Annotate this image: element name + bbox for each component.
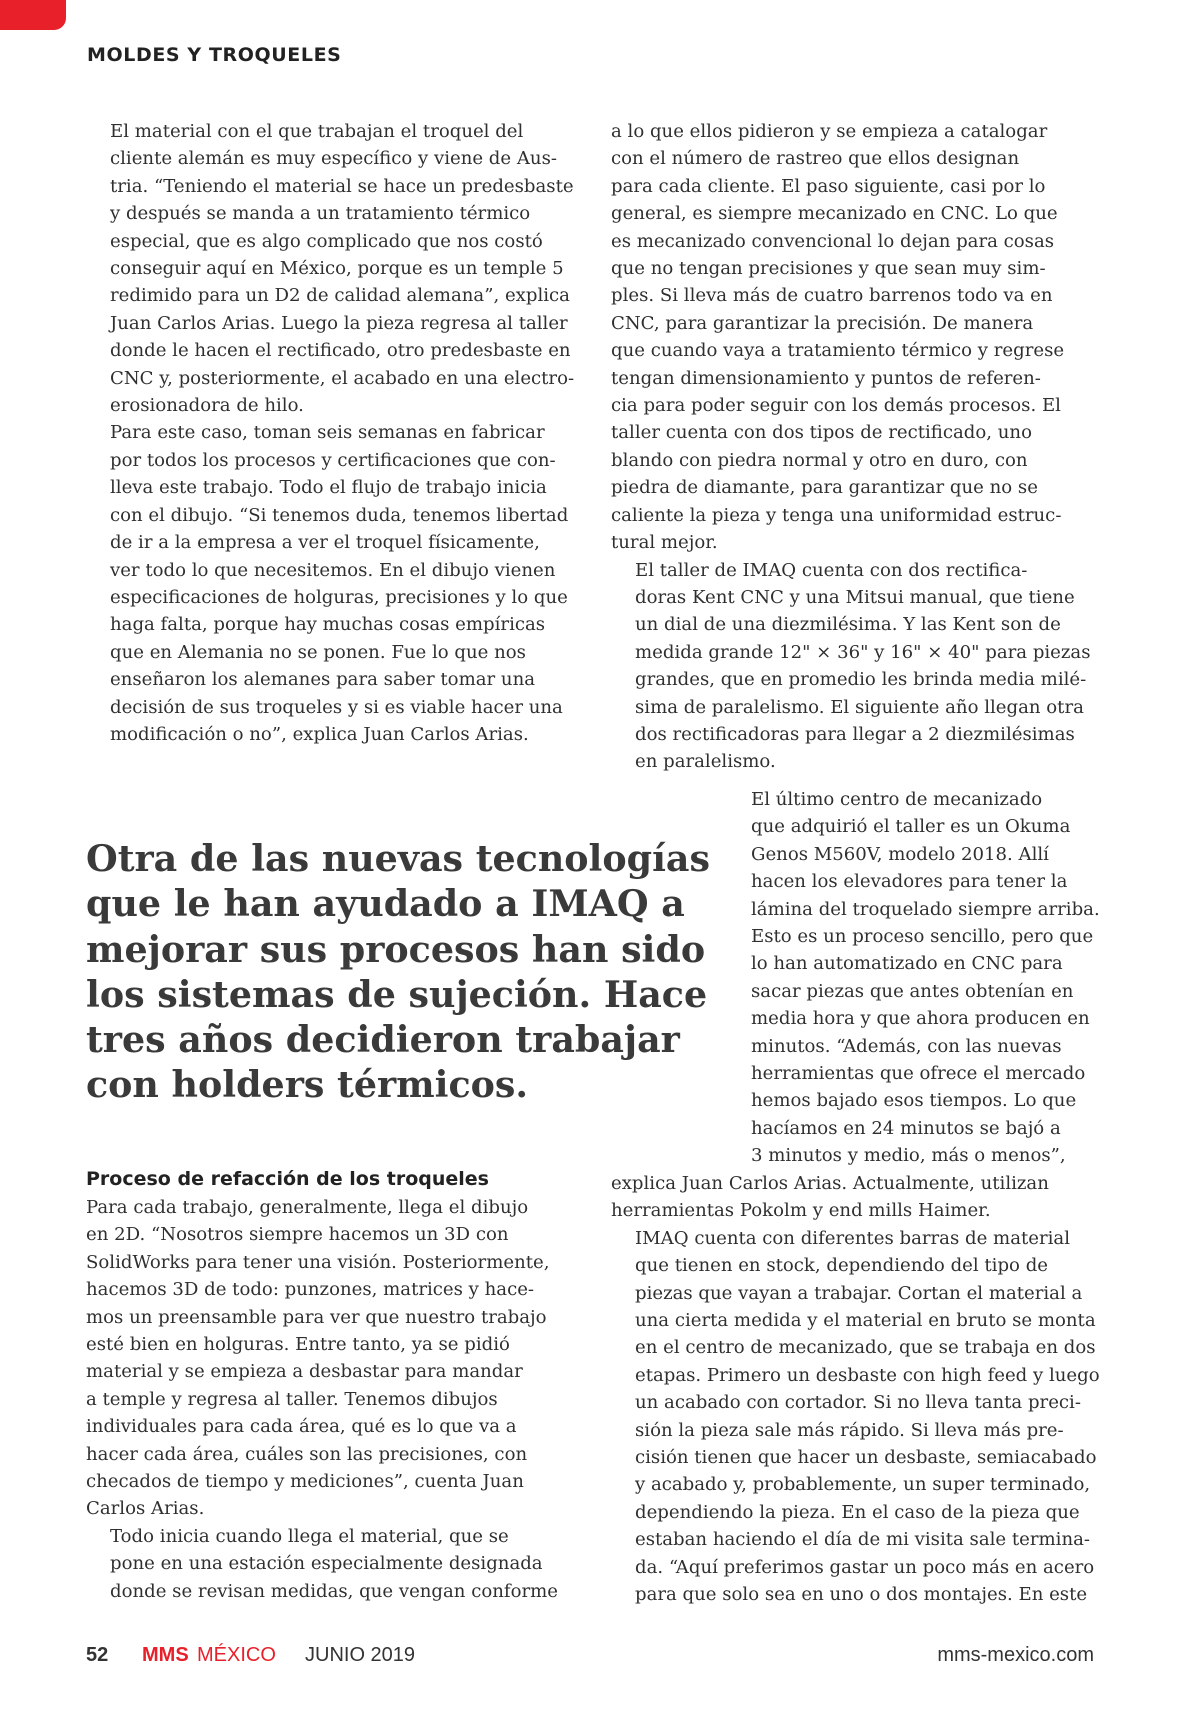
text-line: SolidWorks para tener una visión. Posteriormente, <box>86 1251 550 1273</box>
text-line: sacar piezas que antes obtenían en <box>751 980 1074 1002</box>
text-line: hacer cada área, cuáles son las precisiones, con <box>86 1443 528 1465</box>
text-line: doras Kent CNC y una Mitsui manual, que tiene <box>635 586 1075 608</box>
text-line: dos rectificadoras para llegar a 2 diezmilésimas <box>635 723 1075 745</box>
text-line: con el número de rastreo que ellos designan <box>611 148 1020 170</box>
paragraph <box>611 1170 1100 1225</box>
text-line: mejorar sus procesos han sido <box>86 927 706 971</box>
paragraph <box>86 1194 558 1523</box>
text-line: explica Juan Carlos Arias. Actualmente, utilizan <box>611 1173 1049 1194</box>
text-line: da. “Aquí preferimos gastar un poco más en acero <box>635 1556 1095 1578</box>
page-number: 52 <box>86 1644 109 1666</box>
text-line: redimido para un D2 de calidad alemana”, explica <box>110 285 570 307</box>
text-line: Esto es un proceso sencillo, pero que <box>751 926 1094 948</box>
brand-logo-rest: MÉXICO <box>197 1644 276 1666</box>
text-line: hemos bajado esos tiempos. Lo que <box>751 1090 1077 1112</box>
text-line: ples. Si lleva más de cuatro barrenos todo va en <box>611 285 1053 307</box>
text-line: modificación o no”, explica Juan Carlos Arias. <box>110 723 529 745</box>
text-line: un acabado con cortador. Si no lleva tanta preci- <box>635 1392 1081 1414</box>
text-line: Juan Carlos Arias. Luego la pieza regresa al taller <box>110 312 568 334</box>
text-line: checados de tiempo y mediciones”, cuenta Juan <box>86 1471 524 1493</box>
text-line: etapas. Primero un desbaste con high feed y luego <box>635 1364 1100 1386</box>
left-column-bottom <box>86 1194 558 1605</box>
text-line: 3 minutos y medio, más o menos”, <box>751 1145 1066 1167</box>
text-line: con holders térmicos. <box>86 1063 529 1107</box>
text-line: sión la pieza sale más rápido. Si lleva más pre- <box>635 1419 1064 1441</box>
section-color-tab <box>0 0 66 30</box>
text-line: que le han ayudado a IMAQ a <box>86 882 685 926</box>
text-line: y después se manda a un tratamiento térmico <box>110 203 531 225</box>
text-line: caliente la pieza y tenga una uniformidad estruc- <box>611 504 1062 526</box>
text-line: esté bien en holguras. Entre tanto, ya se pidió <box>86 1334 510 1356</box>
text-line: piedra de diamante, para garantizar que no se <box>611 477 1038 499</box>
paragraph <box>727 786 1100 1170</box>
paragraph <box>611 118 1091 557</box>
website-url: mms-mexico.com <box>937 1644 1094 1666</box>
text-line: blando con piedra normal y otro en duro, con <box>611 449 1028 471</box>
text-line: a lo que ellos pidieron y se empieza a catalogar <box>611 121 1048 142</box>
right-column-top <box>611 118 1091 776</box>
text-line: grandes, que en promedio les brinda media milé- <box>635 669 1087 691</box>
text-line: en paralelismo. <box>635 751 776 773</box>
text-line: es mecanizado convencional lo dejan para cosas <box>611 230 1055 252</box>
left-column-top <box>86 118 574 748</box>
text-line: tural mejor. <box>611 532 718 554</box>
text-line: minutos. “Además, con las nuevas <box>751 1035 1062 1057</box>
text-line: a temple y regresa al taller. Tenemos dibujos <box>86 1388 498 1410</box>
text-line: por todos los procesos y certificaciones que con- <box>110 449 556 471</box>
issue-date: JUNIO 2019 <box>305 1644 416 1666</box>
section-title: MOLDES Y TROQUELES <box>87 44 342 66</box>
text-line: material y se empieza a desbastar para mandar <box>86 1361 523 1383</box>
text-line: tria. “Teniendo el material se hace un predesbaste <box>110 175 574 197</box>
text-line: los sistemas de sujeción. Hace <box>86 972 708 1016</box>
text-line: Otra de las nuevas tecnologías <box>86 837 710 880</box>
text-line: para cada cliente. El paso siguiente, casi por lo <box>611 175 1046 197</box>
text-line: en 2D. “Nosotros siempre hacemos un 3D con <box>86 1224 509 1246</box>
text-line: especial, que es algo complicado que nos costó <box>110 230 543 252</box>
right-column-wrapped <box>727 786 1100 1170</box>
text-line: El taller de IMAQ cuenta con dos rectifica- <box>635 559 1028 581</box>
text-line: donde le hacen el rectificado, otro predesbaste en <box>110 340 571 362</box>
text-line: y acabado y, probablemente, un super terminado, <box>635 1474 1091 1496</box>
right-column-bottom <box>611 1170 1100 1609</box>
pull-quote <box>86 836 710 1108</box>
text-line: Para este caso, toman seis semanas en fabricar <box>110 422 545 444</box>
text-line: enseñaron los alemanes para saber tomar una <box>110 669 536 691</box>
text-line: herramientas que ofrece el mercado <box>751 1063 1086 1085</box>
text-line: estaban haciendo el día de mi visita sale termina- <box>635 1529 1091 1551</box>
text-line: CNC y, posteriormente, el acabado en una electro- <box>110 367 575 389</box>
paragraph <box>611 1225 1100 1609</box>
text-line: CNC, para garantizar la precisión. De manera <box>611 312 1034 334</box>
paragraph <box>611 557 1091 776</box>
text-line: donde se revisan medidas, que vengan conforme <box>110 1580 558 1602</box>
text-line: hacen los elevadores para tener la <box>751 871 1068 893</box>
text-line: lámina del troquelado siempre arriba. <box>751 898 1100 920</box>
text-line: lleva este trabajo. Todo el flujo de trabajo inicia <box>110 477 547 499</box>
paragraph <box>86 118 574 419</box>
text-line: cliente alemán es muy específico y viene de Aus- <box>110 148 557 170</box>
text-line: hacemos 3D de todo: punzones, matrices y hace- <box>86 1279 535 1301</box>
text-line: haga falta, porque hay muchas cosas empíricas <box>110 614 546 636</box>
paragraph <box>86 1523 558 1605</box>
text-line: que cuando vaya a tratamiento térmico y regrese <box>611 340 1065 362</box>
text-line: lo han automatizado en CNC para <box>751 953 1063 975</box>
text-line: sima de paralelismo. El siguiente año llegan otra <box>635 696 1084 718</box>
text-line: ver todo lo que necesitemos. En el dibujo vienen <box>110 559 556 581</box>
text-line: decisión de sus troqueles y si es viable hacer una <box>110 696 563 718</box>
text-line: general, es siempre mecanizado en CNC. Lo que <box>611 203 1058 225</box>
text-line: medida grande 12" × 36" y 16" × 40" para piezas <box>635 641 1091 663</box>
text-line: Para cada trabajo, generalmente, llega el dibujo <box>86 1197 529 1218</box>
text-line: hacíamos en 24 minutos se bajó a <box>751 1117 1061 1139</box>
paragraph <box>86 419 574 748</box>
text-line: mos un preensamble para ver que nuestro trabajo <box>86 1306 547 1328</box>
text-line: una cierta medida y el material en bruto se monta <box>635 1310 1096 1332</box>
text-line: conseguir aquí en México, porque es un temple 5 <box>110 258 564 280</box>
text-line: especificaciones de holguras, precisiones y lo que <box>110 586 568 608</box>
text-line: cia para poder seguir con los demás procesos. El <box>611 395 1061 417</box>
text-line: taller cuenta con dos tipos de rectificado, uno <box>611 422 1032 444</box>
text-line: IMAQ cuenta con diferentes barras de material <box>635 1227 1070 1249</box>
text-line: pone en una estación especialmente designada <box>110 1553 543 1575</box>
text-line: Carlos Arias. <box>86 1498 205 1520</box>
subheading: Proceso de refacción de los troqueles <box>86 1168 489 1190</box>
text-line: de ir a la empresa a ver el troquel físicamente, <box>110 532 540 554</box>
text-line: que en Alemania no se ponen. Fue lo que nos <box>110 641 526 663</box>
text-line: El último centro de mecanizado <box>751 789 1043 810</box>
text-line: en el centro de mecanizado, que se trabaja en dos <box>635 1337 1096 1359</box>
text-line: Todo inicia cuando llega el material, que se <box>110 1525 509 1547</box>
text-line: erosionadora de hilo. <box>110 395 304 417</box>
text-line: que no tengan precisiones y que sean muy sim- <box>611 258 1046 280</box>
text-line: tengan dimensionamiento y puntos de referen- <box>611 367 1041 389</box>
text-line: individuales para cada área, qué es lo que va a <box>86 1416 517 1438</box>
text-line: con el dibujo. “Si tenemos duda, tenemos libertad <box>110 504 569 526</box>
text-line: para que solo sea en uno o dos montajes. En este <box>635 1584 1088 1606</box>
text-line: dependiendo la pieza. En el caso de la pieza que <box>635 1501 1080 1523</box>
text-line: piezas que vayan a trabajar. Cortan el material a <box>635 1282 1083 1304</box>
text-line: El material con el que trabajan el troquel del <box>110 121 524 142</box>
text-line: un dial de una diezmilésima. Y las Kent son de <box>635 614 1061 636</box>
brand-logo-bold: MMS <box>142 1644 189 1666</box>
text-line: tres años decidieron trabajar <box>86 1018 680 1062</box>
page-footer <box>0 1644 1200 1674</box>
text-line: que tienen en stock, dependiendo del tipo de <box>635 1255 1048 1277</box>
text-line: cisión tienen que hacer un desbaste, semiacabado <box>635 1447 1097 1469</box>
text-line: que adquirió el taller es un Okuma <box>751 816 1071 838</box>
text-line: Genos M560V, modelo 2018. Allí <box>751 843 1049 865</box>
text-line: herramientas Pokolm y end mills Haimer. <box>611 1200 991 1222</box>
text-line: media hora y que ahora producen en <box>751 1008 1090 1030</box>
